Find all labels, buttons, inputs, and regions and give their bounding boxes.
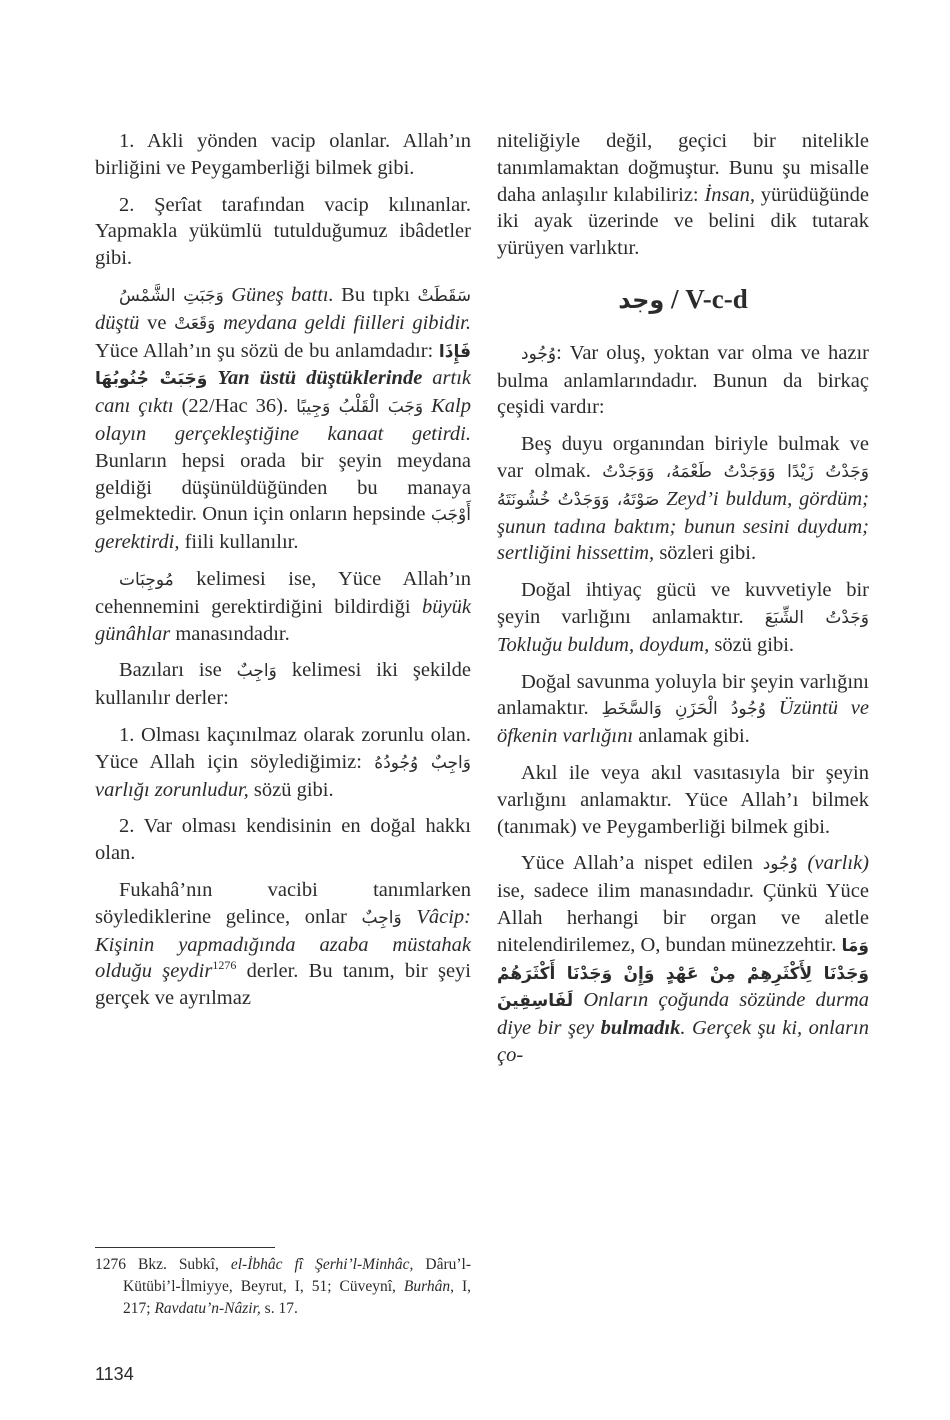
italic-text: Kalp olayın gerçekleştiğine kanaat getirdi. [95,395,471,445]
arabic-text: وُجُود [521,343,557,364]
text: Bunların hepsi orada bir şeyin meydana geldiği düşünüldüğünden bu manaya gelmektedir. Onun için onların hepsinde [95,449,471,526]
text: derler. Bu tanım, bir şeyi gerçek ve ayrılmaz [95,960,472,1010]
text: ve [139,311,175,334]
text: ise, sadece ilim manasındadır. Çünkü Yüce Allah herhangi bir organ ve aletle nitelendirilemez, O, bundan münezzehtir. [497,880,869,956]
arabic-heading: وجد [618,285,665,314]
italic-text: meydana geldi fiilleri gibidir. [223,311,471,334]
italic-text: (varlık) [807,852,870,875]
arabic-text: وَاجِبٌ وُجُودُهُ [374,752,471,773]
paragraph [95,657,471,712]
italic-text: Tokluğu buldum, doydum, [497,633,710,656]
bold-italic-text: Yan üstü düştüklerinde [217,367,423,390]
arabic-text: سَقَطَتْ [417,285,472,306]
arabic-text: وَاجِبٌ [361,907,402,928]
text: sözü gibi. [248,778,334,801]
italic-text: varlığı zorunludur, [95,778,249,801]
footnote-divider [95,1247,275,1248]
page-number: 1134 [95,1364,134,1384]
italic-text: Ravdatu’n-Nâzir, [154,1300,261,1317]
paragraph [497,850,869,1068]
text: Yüce Allah’ın şu sözü de bu anlamdadır: [95,339,439,362]
italic-text: İnsan, [704,183,756,206]
paragraph [497,128,869,262]
text: s. 17. [260,1300,298,1317]
paragraph [497,577,869,658]
paragraph: 2. Var olması kendisinin en doğal hakkı olan. [95,815,471,865]
text: (22/Hac 36). [173,395,297,418]
arabic-text: وَقَعَتْ [174,313,216,334]
text: Beş duyu organından biriyle bulmak ve var olmak. [497,433,869,482]
text: kelimesi iki şekilde kullanılır derler: [95,659,471,710]
italic-text: Onların çoğunda sözünde durma diye bir şey [497,989,869,1040]
text: fiili kullanılır. [179,531,299,554]
italic-text: Güneş battı. [231,283,334,306]
italic-text: gerektirdi, [95,531,180,554]
text: : Var oluş, yoktan var olma ve hazır bulma anlamlarındadır. Bunun da birkaç çeşidi vardır: [497,341,869,419]
paragraph [497,431,869,567]
heading-latin: / V-c-d [664,283,748,314]
left-column [95,128,471,1022]
text: Doğal ihtiyaç gücü ve kuvvetiyle bir şeyin varlığını anlamaktır. [497,579,869,628]
bold-italic-text: bulmadık [600,1017,681,1040]
italic-text: Üzüntü ve öfkenin varlığını [497,697,869,748]
footnote-ref: 1276 [212,958,237,973]
paragraph [95,566,471,647]
arabic-text: وَجَبَ الْقَلْبُ وَجِيبًا [296,397,424,418]
paragraph: 2. Şerîat tarafından vacip kılınanlar. Yapmakla yükümlü tutulduğumuz ibâdetler gibi. [95,193,471,270]
text: Bazıları ise [119,659,237,682]
arabic-text: وَاجِبٌ [236,661,277,682]
paragraph [95,877,471,1012]
paragraph [497,340,869,421]
footnote-number: 1276 [95,1256,126,1273]
paragraph [95,722,471,803]
arabic-text: مُوجِبَات [119,569,174,590]
text: 1. Olması kaçınılmaz olarak zorunlu olan. Yüce Allah için söylediğimiz: [95,723,471,773]
footnote [95,1254,471,1320]
italic-text: büyük günâhlar [95,595,471,645]
italic-text: . Gerçek şu ki, onların ço- [497,1017,869,1066]
text: Doğal savunma yoluyla bir şeyin varlığını anlamaktır. [497,670,869,720]
italic-text: el-İbhâc fî Şerhi’l-Minhâc, [230,1256,414,1273]
arabic-text: وُجُودُ الْحَزَنِ وَالسَّخَطِ [601,699,766,720]
text: I, 217; [123,1278,471,1317]
text: anlamak gibi. [633,725,750,748]
footnote-body [95,1254,471,1320]
italic-text: düştü [95,311,140,334]
arabic-text: وَجَبَتِ الشَّمْسُ [119,285,224,306]
text: kelimesi ise, Yüce Allah’ın cehennemini gerektirdiğini bildirdiği [95,567,471,618]
arabic-text: فَإِذَا وَجَبَتْ جُنُوبُهَا [95,341,471,390]
text: Bkz. Subkî, [126,1256,231,1273]
arabic-text: وَجَدْتُ الشِّبَعَ [764,607,869,628]
text: Dâru’l-Kütübi’l-İlmiyye, Beyrut, I, 51; Cüveynî, [123,1256,471,1295]
text: manasındadır. [170,622,290,645]
paragraph [95,282,471,556]
text: Fukahâ’nın vacibi tanımlarken söylediklerine gelince, onlar [95,878,471,928]
text: Yüce Allah’a nispet edilen [521,852,763,875]
text: sözü gibi. [709,633,795,656]
arabic-text: أَوْجَبَ [430,505,471,526]
italic-text: Zeyd’i buldum, gördüm; şunun tadına baktım; bunun sesini duydum; sertliğini hissettim, [497,487,869,565]
arabic-text: وَجَدْتُ زَيْدًا وَوَجَدْتُ طَعْمَهُ، وَوَجَدْتُ صَوْتَهُ، وَوَجَدْتُ خُشُونَتَهُ [497,461,870,510]
text: niteliğiyle değil, geçici bir nitelikle tanımlamaktan doğmuştur. Bunu şu misalle daha anlaşılır kılabiliriz: [497,130,869,206]
arabic-text: وُجُود [762,854,798,875]
paragraph: Akıl ile veya akıl vasıtasıyla bir şeyin varlığını anlamaktır. Yüce Allah’ı bilmek (tanımak) ve Peygamberliği bilmek gibi. [497,761,869,838]
paragraph: 1. Akli yönden vacip olanlar. Allah’ın birliğini ve Peygamberliği bilmek gibi. [95,130,471,179]
text: yürüdüğünde iki ayak üzerinde ve belini dik tutarak yürüyen varlıktır. [497,183,869,260]
paragraph [497,669,869,750]
text: sözleri gibi. [654,542,757,565]
italic-text: Burhân, [403,1278,454,1295]
right-column [497,128,869,1079]
italic-text: Vâcip: Kişinin yapmadığında azaba müstahak olduğu şeydir [95,905,471,983]
italic-text: artık canı çıktı [95,367,471,418]
section-heading [497,283,869,314]
arabic-text: وَمَا وَجَدْنَا لِأَكْثَرِهِمْ مِنْ عَهْدٍ وَإِنْ وَجَدْنَا أَكْثَرَهُمْ لَفَاسِقِينَ [497,935,869,1012]
text: Bu tıpkı [333,283,418,306]
